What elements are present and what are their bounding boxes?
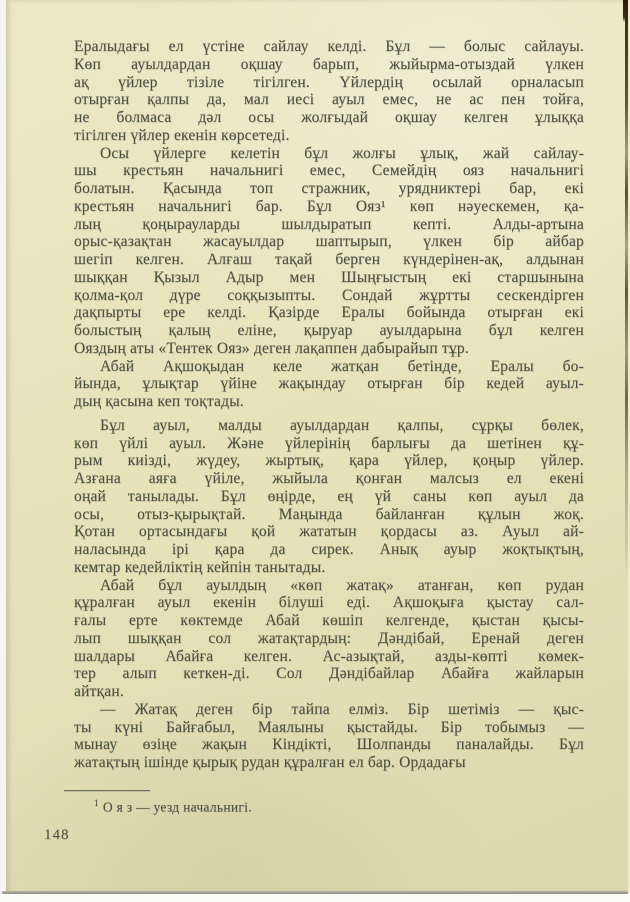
text-line: шегіп келген. Алғаш тақай берген күндерінен-ақ, алдынан bbox=[74, 251, 584, 268]
text-line: болыстың қалың еліне, қыруар ауылдарына бұл келген bbox=[74, 322, 584, 339]
text-line: шыққан Қызыл Адыр мен Шыңғыстың екі старшынына bbox=[74, 268, 584, 286]
text-line: мынау өзіңе жақын Кіндікті, Шолпанды паналайды. Бұл bbox=[74, 736, 584, 754]
text-line: не болмаса дәл осы жолғыдай оқшау келген ұлыққа bbox=[74, 109, 584, 126]
text-line: Ералыдағы ел үстіне сайлау келді. Бұл — болыс сайлауы. bbox=[74, 38, 584, 55]
paragraph bbox=[74, 145, 584, 358]
text-line: айтқан. bbox=[74, 683, 124, 700]
book-page-paper bbox=[6, 0, 630, 893]
scan-margin-left bbox=[0, 0, 6, 902]
text-line: Азғана аяға үйіле, жыйыла қонған малсыз ел екені bbox=[74, 470, 584, 487]
text-line: қолма-қол дүре соққызыпты. Сондай жұртты сескендірген bbox=[74, 286, 584, 304]
text-line: шалдары Абайға келген. Ас-азықтай, азды-көпті көмек- bbox=[74, 647, 584, 665]
text-line: шы крестьян начальнигі емес, Семейдің ояз начальнигі bbox=[74, 162, 584, 180]
footnote bbox=[94, 798, 494, 816]
text-line: Көп ауылдардан оқшау барып, жыйырма-отыздай үлкен bbox=[74, 55, 584, 73]
text-line: кемтар кедейліктің кейпін танытады. bbox=[74, 558, 326, 576]
text-line: лып шыққан сол жатақтардың: Дәндібай, Еренай деген bbox=[74, 629, 584, 647]
footnote-marker: 1 bbox=[94, 798, 99, 808]
text-line: — Жатақ деген бір тайпа елміз. Бір шетіміз — қыс- bbox=[100, 700, 584, 718]
text-line: Абай бұл ауылдың «көп жатақ» атанған, көп рудан bbox=[100, 576, 584, 594]
footnote-text: О я з — уезд начальнигі. bbox=[102, 799, 252, 815]
text-line: тігілген үйлер екенін көрсетеді. bbox=[74, 126, 290, 144]
paragraph bbox=[74, 358, 584, 411]
text-line: құралған ауыл екенін білуші еді. Ақшоқыға қыстау сал- bbox=[74, 594, 584, 612]
text-line: ты күні Байғабыл, Маялыны қыстайды. Бір тобымыз — bbox=[74, 718, 584, 736]
text-line: рым киізді, жүдеу, жыртық, қара үйлер, қоңыр үйлер. bbox=[74, 452, 584, 470]
text-line: крестьян начальнигі бар. Бұл Ояз¹ көп нәуескемен, қа- bbox=[74, 197, 584, 215]
text-line: жатақтың ішінде қырық рудан құралған ел бар. Ордадағы bbox=[74, 754, 466, 771]
text-line: лың қоңырауларды шылдыратып кепті. Алды-артына bbox=[74, 215, 584, 233]
text-line: отырған қалпы да, мал иесі ауыл емес, не ас пен тойға, bbox=[74, 91, 584, 109]
scan-margin-bottom bbox=[0, 894, 630, 902]
paragraph bbox=[74, 417, 584, 577]
text-line: көп үйлі ауыл. Және үйлерінің барлығы да шетінен құ- bbox=[74, 434, 584, 452]
footnote-divider bbox=[64, 790, 150, 791]
text-line: оңай танылады. Бұл өңірде, ең үй саны көп ауыл да bbox=[74, 487, 584, 505]
text-line: Абай Ақшоқыдан келе жатқан бетінде, Ералы бо- bbox=[100, 357, 584, 375]
text-line: болатын. Қасында топ стражник, урядниктері бар, екі bbox=[74, 180, 584, 197]
text-line: Бұл ауыл, малды ауылдардан қалпы, сұрқы бөлек, bbox=[100, 416, 584, 434]
text-line: осы, отыз-қырықтай. Маңында байланған құлын жоқ. bbox=[74, 505, 584, 523]
text-line: орыс-қазақтан жасауылдар шаптырып, үлкен бір айбар bbox=[74, 233, 584, 251]
text-line: тер алып кеткен-ді. Сол Дәндібайлар Абайға жайларын bbox=[74, 665, 584, 683]
text-line: Осы үйлерге келетін бұл жолғы ұлық, жай сайлау- bbox=[100, 144, 584, 162]
text-line: ғалы ерте көктемде Абай көшіп келгенде, қыстан қысы- bbox=[74, 612, 584, 629]
text-line: дың қасына кеп тоқтады. bbox=[74, 393, 244, 410]
text-line: йында, ұлықтар үйіне жақындау отырған бір кедей ауыл- bbox=[74, 375, 584, 393]
paragraph bbox=[74, 38, 584, 145]
page-number: 148 bbox=[44, 827, 70, 843]
text-line: Қотан ортасындағы қой жататын қордасы аз. Ауыл ай- bbox=[74, 523, 584, 541]
text-line: ақ үйлер тізіле тігілген. Үйлердің осылай орналасып bbox=[74, 73, 584, 91]
text-line: наласында ірі қара да сирек. Анық ауыр жоқтықтың, bbox=[74, 541, 584, 558]
page-text bbox=[74, 38, 584, 772]
text-line: дақпырты ере келді. Қазірде Ералы бойында отырған екі bbox=[74, 304, 584, 322]
paragraph bbox=[74, 577, 584, 701]
text-line: Ояздың аты «Тентек Ояз» деген лақаппен дабырайып тұр. bbox=[74, 339, 469, 357]
paragraph bbox=[74, 701, 584, 772]
